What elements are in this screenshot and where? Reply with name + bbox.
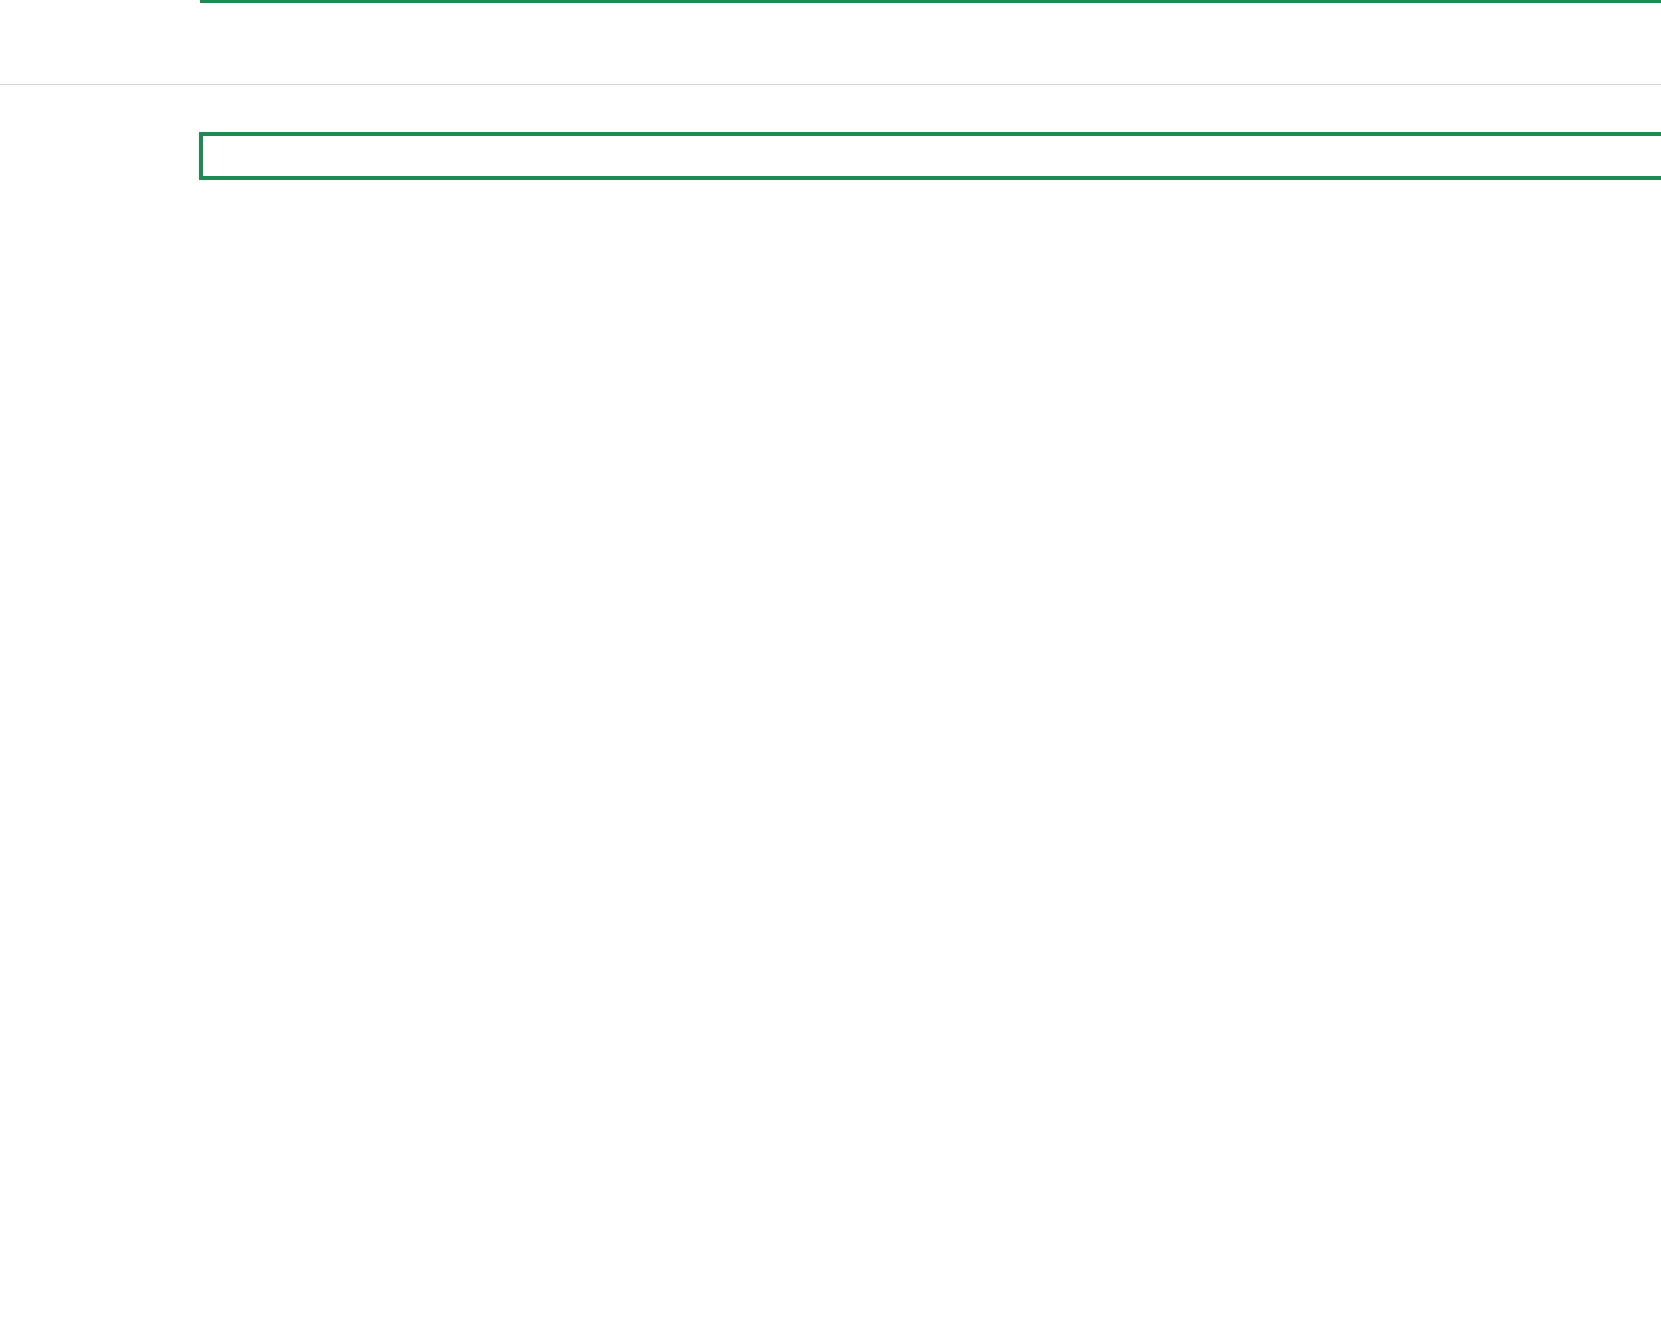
title-bottom-rule (0, 84, 1661, 85)
title-top-rule (200, 0, 1661, 3)
selected-cell-outline (199, 132, 1661, 180)
page-title (0, 0, 1661, 84)
fiscal-year (0, 90, 1661, 130)
